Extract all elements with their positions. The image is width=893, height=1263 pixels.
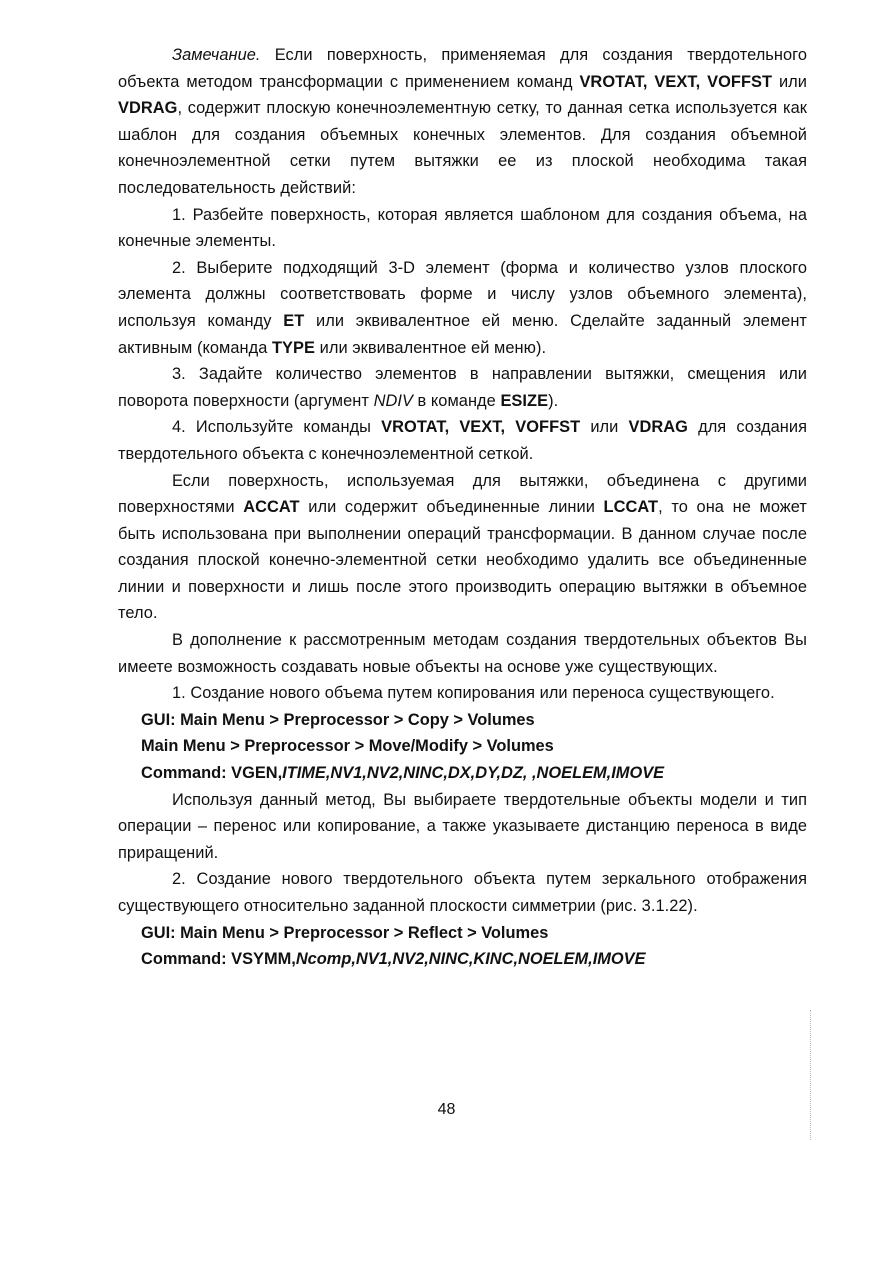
item-reflect-title: 2. Создание нового твердотельного объекта путем зеркального отображения существующего относительно заданной плоскости симметрии (рис. 3.1.22). xyxy=(118,870,807,915)
step-3: 3. Задайте количество элементов в направлении вытяжки, смещения или поворота поверхности (аргумент NDIV в команде ESIZE). xyxy=(118,365,807,410)
note-paragraph: Замечание. Если поверхность, применяемая для создания твердотельного объекта методом трансформации с применением команд VROTAT, VEXT, VOFFST или VDRAG, содержит плоскую конечноэлементную сетку, то данная сетка используется как шаблон для создания объемных конечных элементов. Для создания объемной конечноэлементной сетки путем вытяжки ее из плоской необходима такая последовательность действий: xyxy=(118,46,808,197)
item-copy-title: 1. Создание нового объема путем копирования или переноса существующего. xyxy=(172,684,775,703)
page-number: 48 xyxy=(437,1101,456,1118)
copy-paragraph: Используя данный метод, Вы выбираете твердотельные объекты модели и тип операции – перенос или копирование, а также указываете дистанцию переноса в виде приращений. xyxy=(118,790,807,862)
vsymm-command: Command: VSYMM,Ncomp,NV1,NV2,NINC,KINC,NOELEM,IMOVE xyxy=(141,950,646,969)
note-label: Замечание. xyxy=(172,46,261,64)
move-modify-path: Main Menu > Preprocessor > Move/Modify > Volumes xyxy=(141,737,554,756)
accat-paragraph: Если поверхность, используемая для вытяжки, объединена с другими поверхностями ACCAT или содержит объединенные линии LCCAT, то она не может быть использована при выполнении операций трансформации. В данном случае после создания плоской конечно-элементной сетки необходимо удалить все объединенные линии и поверхности и лишь после этого производить операцию вытяжки в объемное тело. xyxy=(118,471,807,623)
vgen-command: Command: VGEN,ITIME,NV1,NV2,NINC,DX,DY,DZ, ,NOELEM,IMOVE xyxy=(141,764,665,783)
reflect-gui-path: GUI: Main Menu > Preprocessor > Reflect > Volumes xyxy=(141,923,549,942)
copy-gui-path: GUI: Main Menu > Preprocessor > Copy > Volumes xyxy=(141,710,535,729)
step-4: 4. Используйте команды VROTAT, VEXT, VOFFST или VDRAG для создания твердотельного объекта с конечноэлементной сеткой. xyxy=(118,418,807,463)
scan-edge-marks xyxy=(810,1010,811,1140)
step-1: 1. Разбейте поверхность, которая является шаблоном для создания объема, на конечные элементы. xyxy=(118,205,807,251)
step-2: 2. Выберите подходящий 3-D элемент (форма и количество узлов плоского элемента должны соответствовать форме и числу узлов объемного элемента), используя команду ET или эквивалентное ей меню. Сделайте заданный элемент активным (команда TYPE или эквивалентное ей меню). xyxy=(118,258,807,357)
addition-paragraph: В дополнение к рассмотренным методам создания твердотельных объектов Вы имеете возможность создавать новые объекты на основе уже существующих. xyxy=(118,631,807,676)
